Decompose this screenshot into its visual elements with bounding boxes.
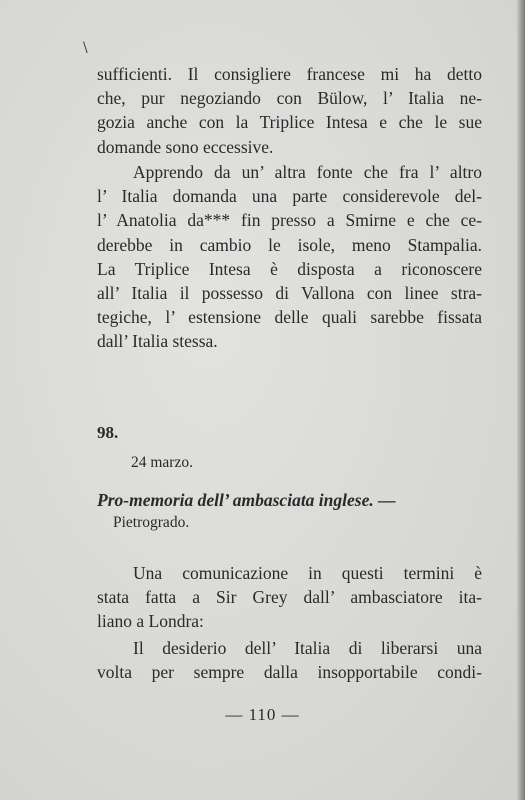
entry-number: 98. (97, 423, 119, 442)
paragraph-3 (97, 561, 482, 634)
entry-heading: Pro-memoria dell’ ambasciata inglese. — (97, 490, 396, 510)
text-line: all’ Italia il possesso di Vallona con linee stra- (97, 283, 482, 304)
text-line: La Triplice Intesa è disposta a riconoscere (97, 258, 482, 279)
page-spine-shadow (517, 0, 525, 800)
text-line: Il desiderio dell’ Italia di liberarsi una (133, 638, 482, 658)
entry-place: Pietrogrado. (113, 514, 190, 531)
text-line: volta per sempre dalla insopportabile condi- (97, 662, 482, 683)
text-line: liano a Londra: (97, 611, 204, 632)
paragraph-1 (97, 62, 482, 159)
text-line: derebbe in cambio le isole, meno Stampalia. (97, 234, 482, 255)
text-line: l’ Italia domanda una parte considerevole del- (97, 186, 482, 207)
paragraph-2 (97, 160, 482, 354)
text-line: Una comunicazione in questi termini è (133, 563, 482, 583)
text-line: sufficienti. Il consigliere francese mi ha detto (97, 64, 482, 84)
entry-date: 24 marzo. (131, 454, 193, 471)
text-line: domande sono eccessive. (97, 136, 274, 157)
text-line: gozia anche con la Triplice Intesa e che le sue (97, 112, 482, 133)
text-line: l’ Anatolia da*** fin presso a Smirne e che ce- (97, 210, 482, 231)
paragraph-4 (97, 636, 482, 684)
text-line: tegiche, l’ estensione delle quali sarebbe fissata (97, 307, 482, 328)
text-line: Apprendo da un’ altra fonte che fra l’ altro (133, 162, 482, 182)
page-number: — 110 — (225, 705, 300, 724)
text-line: che, pur negoziando con Bülow, l’ Italia ne- (97, 88, 482, 109)
text-line: stata fatta a Sir Grey dall’ ambasciatore ita- (97, 587, 482, 608)
corner-mark: \ (83, 40, 88, 56)
text-line: dall’ Italia stessa. (97, 331, 218, 352)
